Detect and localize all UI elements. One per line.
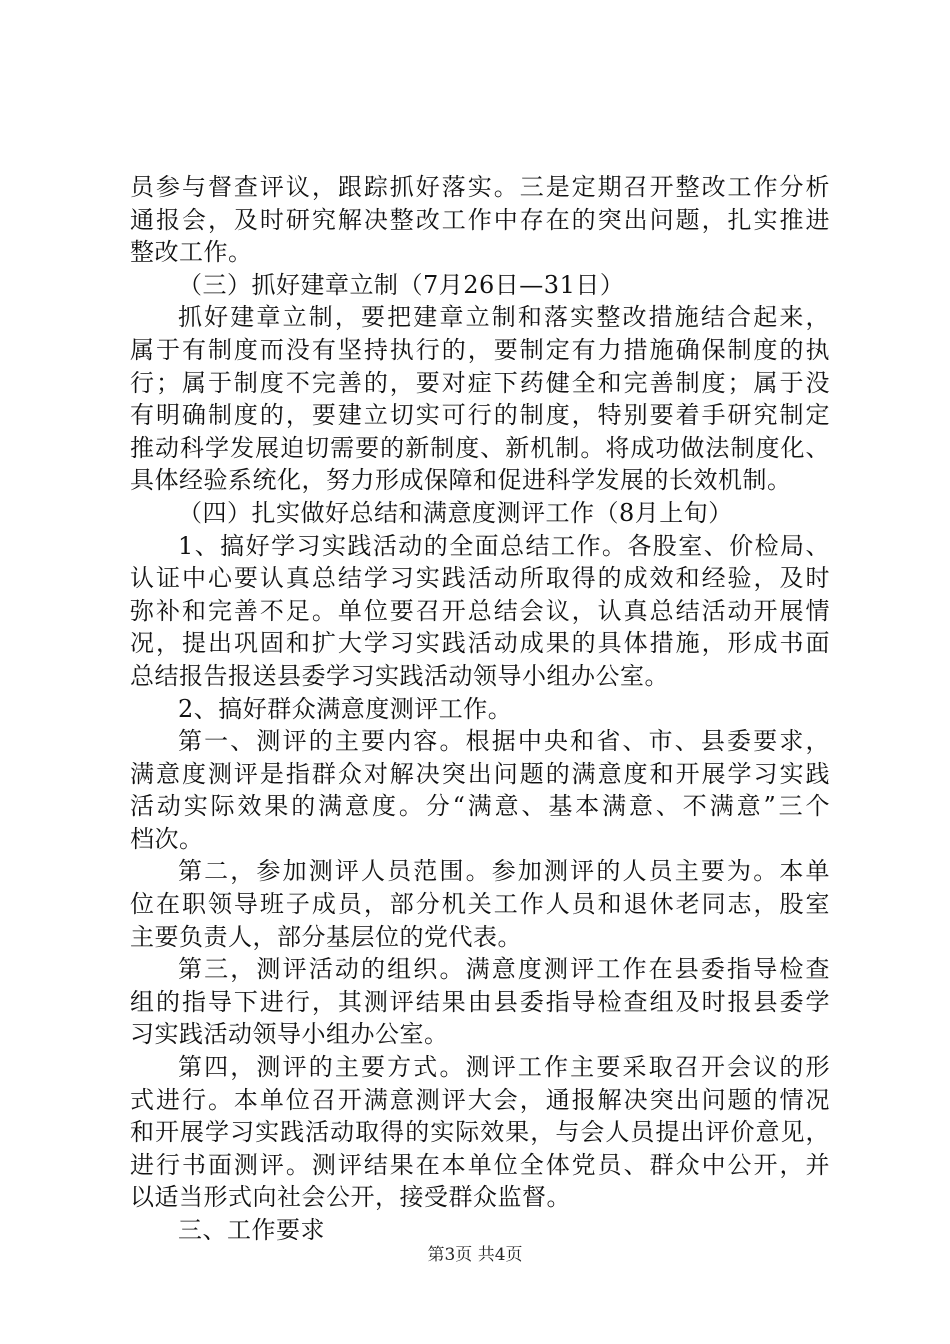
text-line: 满意度测评是指群众对解决突出问题的满意度和开展学习实践 bbox=[130, 759, 830, 788]
text-line: 况，提出巩固和扩大学习实践活动成果的具体措施，形成书面 bbox=[130, 629, 830, 658]
text-line: 第三，测评活动的组织。满意度测评工作在县委指导检查 bbox=[178, 955, 830, 984]
section-heading: （四）扎实做好总结和满意度测评工作（8月上旬） bbox=[178, 498, 733, 527]
text-line: 组的指导下进行，其测评结果由县委指导检查组及时报县委学 bbox=[130, 987, 830, 1016]
text-line: 式进行。本单位召开满意测评大会，通报解决突出问题的情况 bbox=[130, 1085, 830, 1114]
text-line: 主要负责人，部分基层位的党代表。 bbox=[130, 922, 522, 951]
section-heading: 2、搞好群众满意度测评工作。 bbox=[178, 694, 513, 723]
page-footer: 第3页 共4页 bbox=[427, 1245, 523, 1265]
text-line: 整改工作。 bbox=[130, 238, 253, 267]
text-line: 习实践活动领导小组办公室。 bbox=[130, 1020, 449, 1049]
text-line: 进行书面测评。测评结果在本单位全体党员、群众中公开，并 bbox=[130, 1150, 830, 1179]
text-line: 第四，测评的主要方式。测评工作主要采取召开会议的形 bbox=[178, 1053, 830, 1082]
text-line: 推动科学发展迫切需要的新制度、新机制。将成功做法制度化、 bbox=[130, 433, 830, 462]
text-line: 认证中心要认真总结学习实践活动所取得的成效和经验，及时 bbox=[130, 564, 830, 593]
text-line: 员参与督查评议，跟踪抓好落实。三是定期召开整改工作分析 bbox=[130, 173, 830, 201]
text-line: 有明确制度的，要建立切实可行的制度，特别要着手研究制定 bbox=[130, 401, 830, 430]
text-line: 通报会，及时研究解决整改工作中存在的突出问题，扎实推进 bbox=[130, 205, 830, 234]
text-line: 活动实际效果的满意度。分“满意、基本满意、不满意”三个 bbox=[130, 792, 830, 821]
text-line: 总结报告报送县委学习实践活动领导小组办公室。 bbox=[130, 661, 669, 690]
text-line: 位在职领导班子成员，部分机关工作人员和退休老同志，股室 bbox=[130, 890, 830, 919]
text-line: 第二，参加测评人员范围。参加测评的人员主要为。本单 bbox=[178, 857, 830, 886]
text-line: 具体经验系统化，努力形成保障和促进科学发展的长效机制。 bbox=[130, 466, 792, 495]
section-heading: （三）抓好建章立制（7月26日—31日） bbox=[178, 270, 625, 299]
text-line: 行；属于制度不完善的，要对症下药健全和完善制度；属于没 bbox=[130, 368, 830, 397]
text-line: 弥补和完善不足。单位要召开总结会议，认真总结活动开展情 bbox=[130, 596, 830, 625]
text-line: 1、搞好学习实践活动的全面总结工作。各股室、价检局、 bbox=[178, 531, 830, 560]
text-line: 第一、测评的主要内容。根据中央和省、市、县委要求， bbox=[178, 727, 830, 756]
text-line: 档次。 bbox=[130, 824, 204, 853]
text-line: 和开展学习实践活动取得的实际效果，与会人员提出评价意见， bbox=[130, 1118, 830, 1147]
section-heading: 三、工作要求 bbox=[178, 1216, 325, 1244]
document-body bbox=[130, 171, 830, 1247]
text-line: 属于有制度而没有坚持执行的，要制定有力措施确保制度的执 bbox=[130, 335, 830, 364]
text-line: 以适当形式向社会公开，接受群众监督。 bbox=[130, 1183, 571, 1212]
text-line: 抓好建章立制，要把建章立制和落实整改措施结合起来， bbox=[178, 303, 830, 332]
